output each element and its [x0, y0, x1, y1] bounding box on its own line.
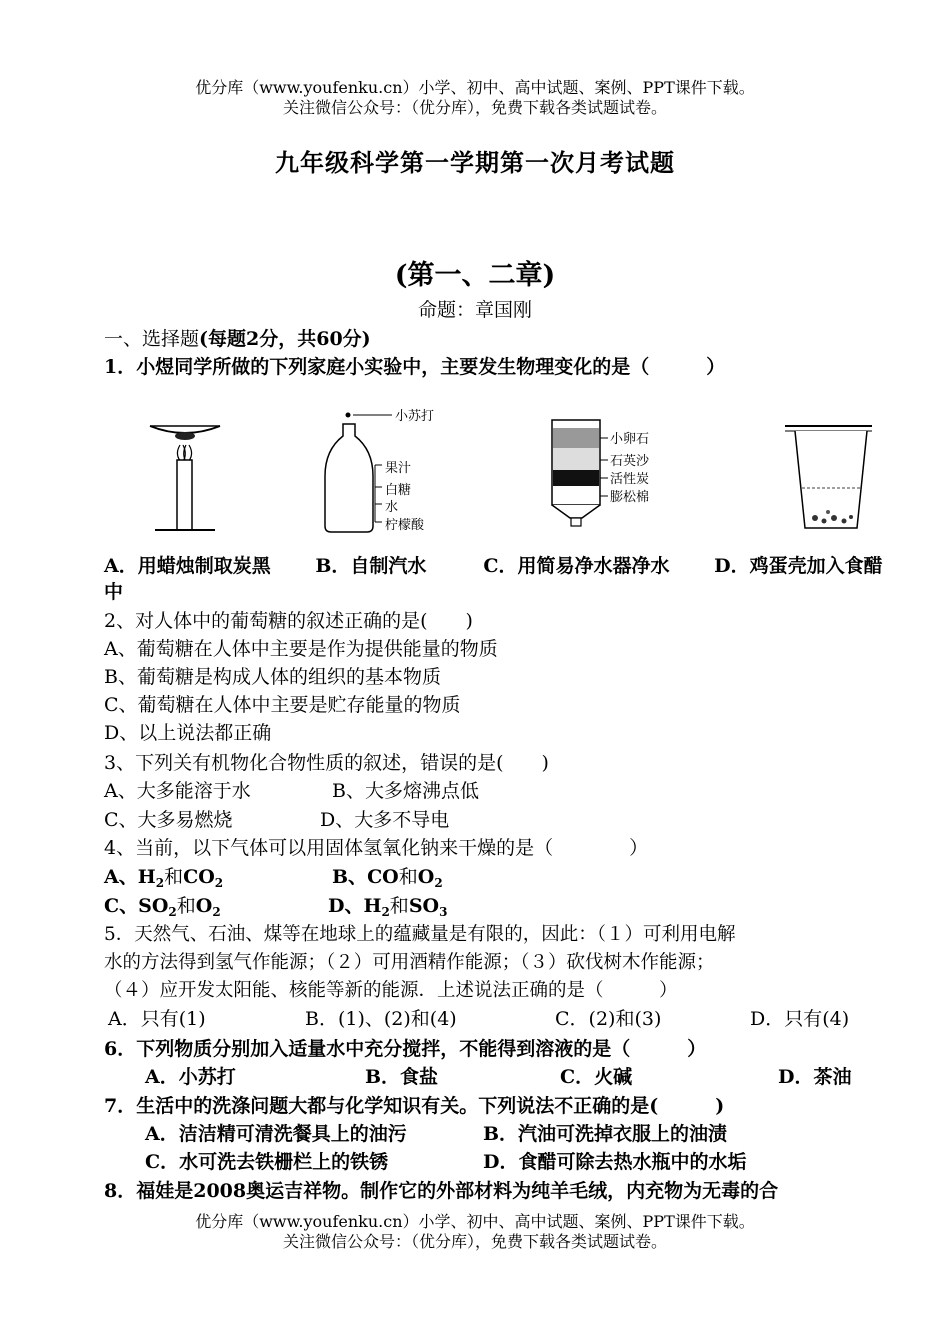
question-7-option-b: B．汽油可洗掉衣服上的油渍 — [483, 1123, 728, 1145]
question-1-options: A．用蜡烛制取炭黑 B．自制汽水 C．用简易净水器净水 D．鸡蛋壳加入食醋 — [104, 555, 883, 577]
question-1-options-wrap: 中 — [104, 581, 124, 603]
question-2-option-a: A、葡萄糖在人体中主要是作为提供能量的物质 — [104, 638, 498, 660]
question-5-option-c: C．(2)和(3) — [555, 1008, 662, 1030]
question-7-option-d: D．食醋可除去热水瓶中的水垢 — [483, 1151, 747, 1173]
question-6-option-d: D．茶油 — [778, 1066, 852, 1088]
bottle-label-top: 小苏打 — [395, 409, 435, 424]
bottle-label-water: 水 — [385, 500, 399, 515]
filter-label-carbon: 活性炭 — [610, 472, 650, 487]
question-2-option-d: D、以上说法都正确 — [104, 722, 272, 744]
beaker-figure — [785, 426, 872, 528]
chapter-subtitle: (第一、二章) — [394, 260, 556, 291]
question-6-option-c: C．火碱 — [560, 1066, 633, 1088]
question-4-option-a: A、$H_2$和$CO_2$ — [104, 866, 224, 890]
question-5-option-d: D．只有(4) — [750, 1008, 850, 1030]
question-1-figure — [140, 400, 880, 540]
section-heading: 一、选择题(每题2分，共60分) — [104, 328, 371, 350]
question-6-option-b: B．食盐 — [365, 1066, 439, 1088]
question-3-option-d: D、大多不导电 — [320, 809, 450, 831]
water-filter-figure — [552, 420, 650, 526]
question-5-line-3: （４）应开发太阳能、核能等新的能源．上述说法正确的是（ ） — [104, 980, 678, 1001]
question-4-stem: 4、当前，以下气体可以用固体氢氧化钠来干燥的是（ ） — [104, 837, 649, 859]
question-8-stem: 8．福娃是2008奥运吉祥物。制作它的外部材料为纯羊毛绒，内充物为无毒的合 — [104, 1180, 779, 1202]
question-3-option-c: C、大多易燃烧 — [104, 809, 233, 831]
question-4-option-c: C、$SO_2$和$O_2$ — [104, 895, 221, 919]
page-title: 九年级科学第一学期第一次月考试题 — [275, 148, 675, 177]
question-2-stem: 2、对人体中的葡萄糖的叙述正确的是( ) — [104, 610, 473, 632]
question-6-option-a: A．小苏打 — [145, 1066, 236, 1088]
question-4-option-b: B、CO和$O_2$ — [332, 866, 443, 890]
bottle-label-citric: 柠檬酸 — [385, 518, 425, 533]
candle-plate-figure — [150, 426, 220, 530]
filter-label-sand: 石英沙 — [610, 454, 650, 469]
bottle-label-sugar: 白糖 — [385, 483, 412, 498]
header-line-1: 优分库（www.youfenku.cn）小学、初中、高中试题、案例、PPT课件下载。 — [195, 78, 755, 97]
question-5-option-a: A．只有(1) — [108, 1008, 206, 1030]
question-1-stem: 1．小煜同学所做的下列家庭小实验中，主要发生物理变化的是（ ） — [104, 356, 726, 378]
question-5-line-1: 5．天然气、石油、煤等在地球上的蕴藏量是有限的，因此：（１）可利用电解 — [104, 924, 736, 945]
question-5-line-2: 水的方法得到氢气作能源；（２）可用酒精作能源；（３）砍伐树木作能源； — [104, 952, 715, 973]
question-7-stem: 7．生活中的洗涤问题大都与化学知识有关。下列说法不正确的是( ) — [104, 1095, 725, 1117]
filter-label-pebbles: 小卵石 — [610, 432, 650, 447]
question-7-option-a: A．洁洁精可清洗餐具上的油污 — [145, 1123, 407, 1145]
question-7-option-c: C．水可洗去铁栅栏上的铁锈 — [145, 1151, 389, 1173]
author-line: 命题：章国刚 — [417, 299, 532, 321]
question-6-stem: 6．下列物质分别加入适量水中充分搅拌，不能得到溶液的是（ ） — [104, 1038, 707, 1060]
question-2-option-c: C、葡萄糖在人体中主要是贮存能量的物质 — [104, 694, 461, 716]
footer-line-1: 优分库（www.youfenku.cn）小学、初中、高中试题、案例、PPT课件下载。 — [195, 1212, 755, 1231]
soda-bottle-figure — [325, 408, 434, 533]
header-line-2: 关注微信公众号：（优分库），免费下载各类试题试卷。 — [282, 98, 667, 117]
filter-label-cotton: 膨松棉 — [610, 490, 650, 505]
question-5-option-b: B．(1)、(2)和(4) — [305, 1008, 457, 1030]
question-4-option-d: D、$H_2$和$SO_3$ — [328, 895, 448, 919]
bottle-label-juice: 果汁 — [385, 461, 412, 476]
question-3-option-b: B、大多熔沸点低 — [332, 780, 479, 802]
question-3-stem: 3、下列关有机物化合物性质的叙述，错误的是( ) — [104, 752, 549, 774]
footer-line-2: 关注微信公众号：（优分库），免费下载各类试题试卷。 — [282, 1232, 667, 1251]
question-2-option-b: B、葡萄糖是构成人体的组织的基本物质 — [104, 666, 441, 688]
question-3-option-a: A、大多能溶于水 — [104, 780, 251, 802]
